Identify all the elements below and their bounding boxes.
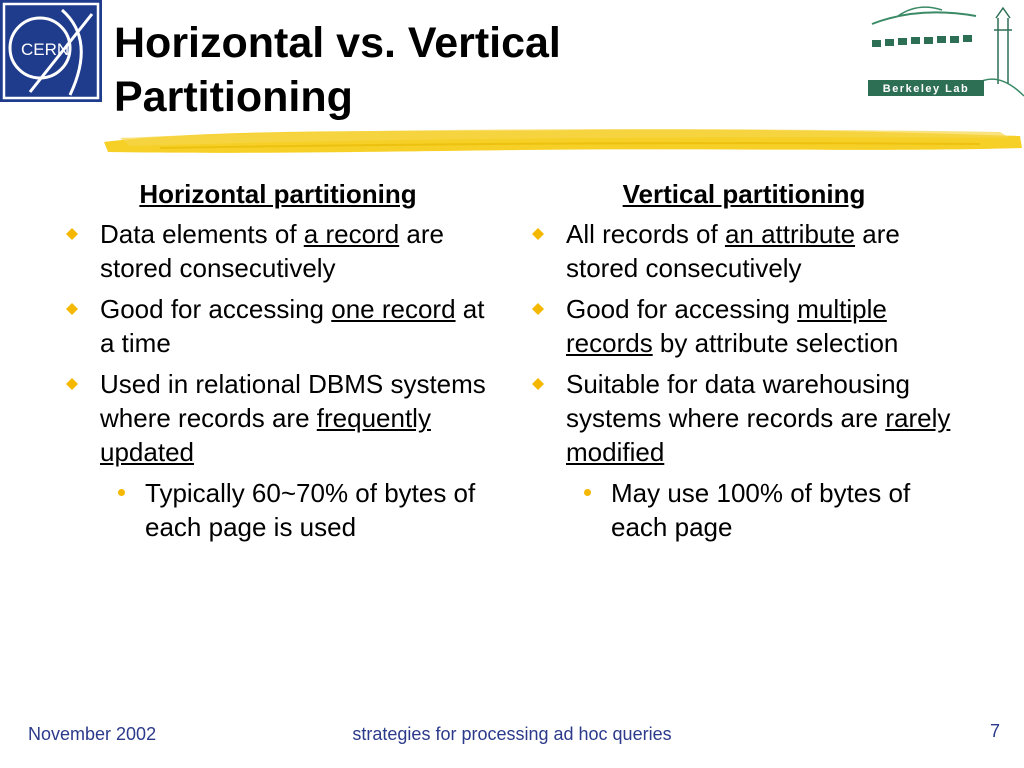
horizontal-heading: Horizontal partitioning (139, 179, 417, 209)
cern-logo-text: CERN (21, 40, 70, 59)
bullet-item: Suitable for data warehousing systems where records are rarely modified (524, 367, 964, 469)
bullet-item: Used in relational DBMS systems where records are frequently updated (58, 367, 498, 469)
sub-bullet-item: Typically 60~70% of bytes of each page is used (58, 476, 498, 544)
bullet-item: Good for accessing multiple records by attribute selection (524, 292, 964, 360)
highlight-brush-stroke (100, 118, 1024, 160)
diamond-bullet-icon (532, 303, 544, 315)
bullet-item: Good for accessing one record at a time (58, 292, 498, 360)
vertical-heading: Vertical partitioning (622, 179, 866, 209)
diamond-bullet-icon (66, 378, 78, 390)
lab-logo-text: Berkeley Lab (882, 83, 970, 95)
sub-bullet-item: May use 100% of bytes of each page (524, 476, 964, 544)
horizontal-bullet-list (58, 217, 498, 544)
title-line-2: Partitioning (114, 73, 353, 121)
cern-logo (0, 0, 102, 102)
diamond-bullet-icon (66, 303, 78, 315)
vertical-column (524, 177, 964, 544)
diamond-bullet-icon (532, 378, 544, 390)
vertical-bullet-list (524, 217, 964, 544)
footer-subject: strategies for processing ad hoc queries (352, 724, 672, 744)
footer-date: November 2002 (28, 724, 157, 744)
diamond-bullet-icon (532, 228, 544, 240)
bullet-item: All records of an attribute are stored consecutively (524, 217, 964, 285)
diamond-bullet-icon (66, 228, 78, 240)
title-line-1: Horizontal vs. Vertical (114, 19, 561, 67)
dot-bullet-icon (584, 489, 591, 496)
berkeley-lab-logo (858, 0, 1024, 104)
dot-bullet-icon (118, 489, 125, 496)
bullet-item: Data elements of a record are stored consecutively (58, 217, 498, 285)
slide-number: 7 (989, 721, 1000, 741)
slide-title (114, 16, 561, 124)
horizontal-column (58, 177, 498, 544)
